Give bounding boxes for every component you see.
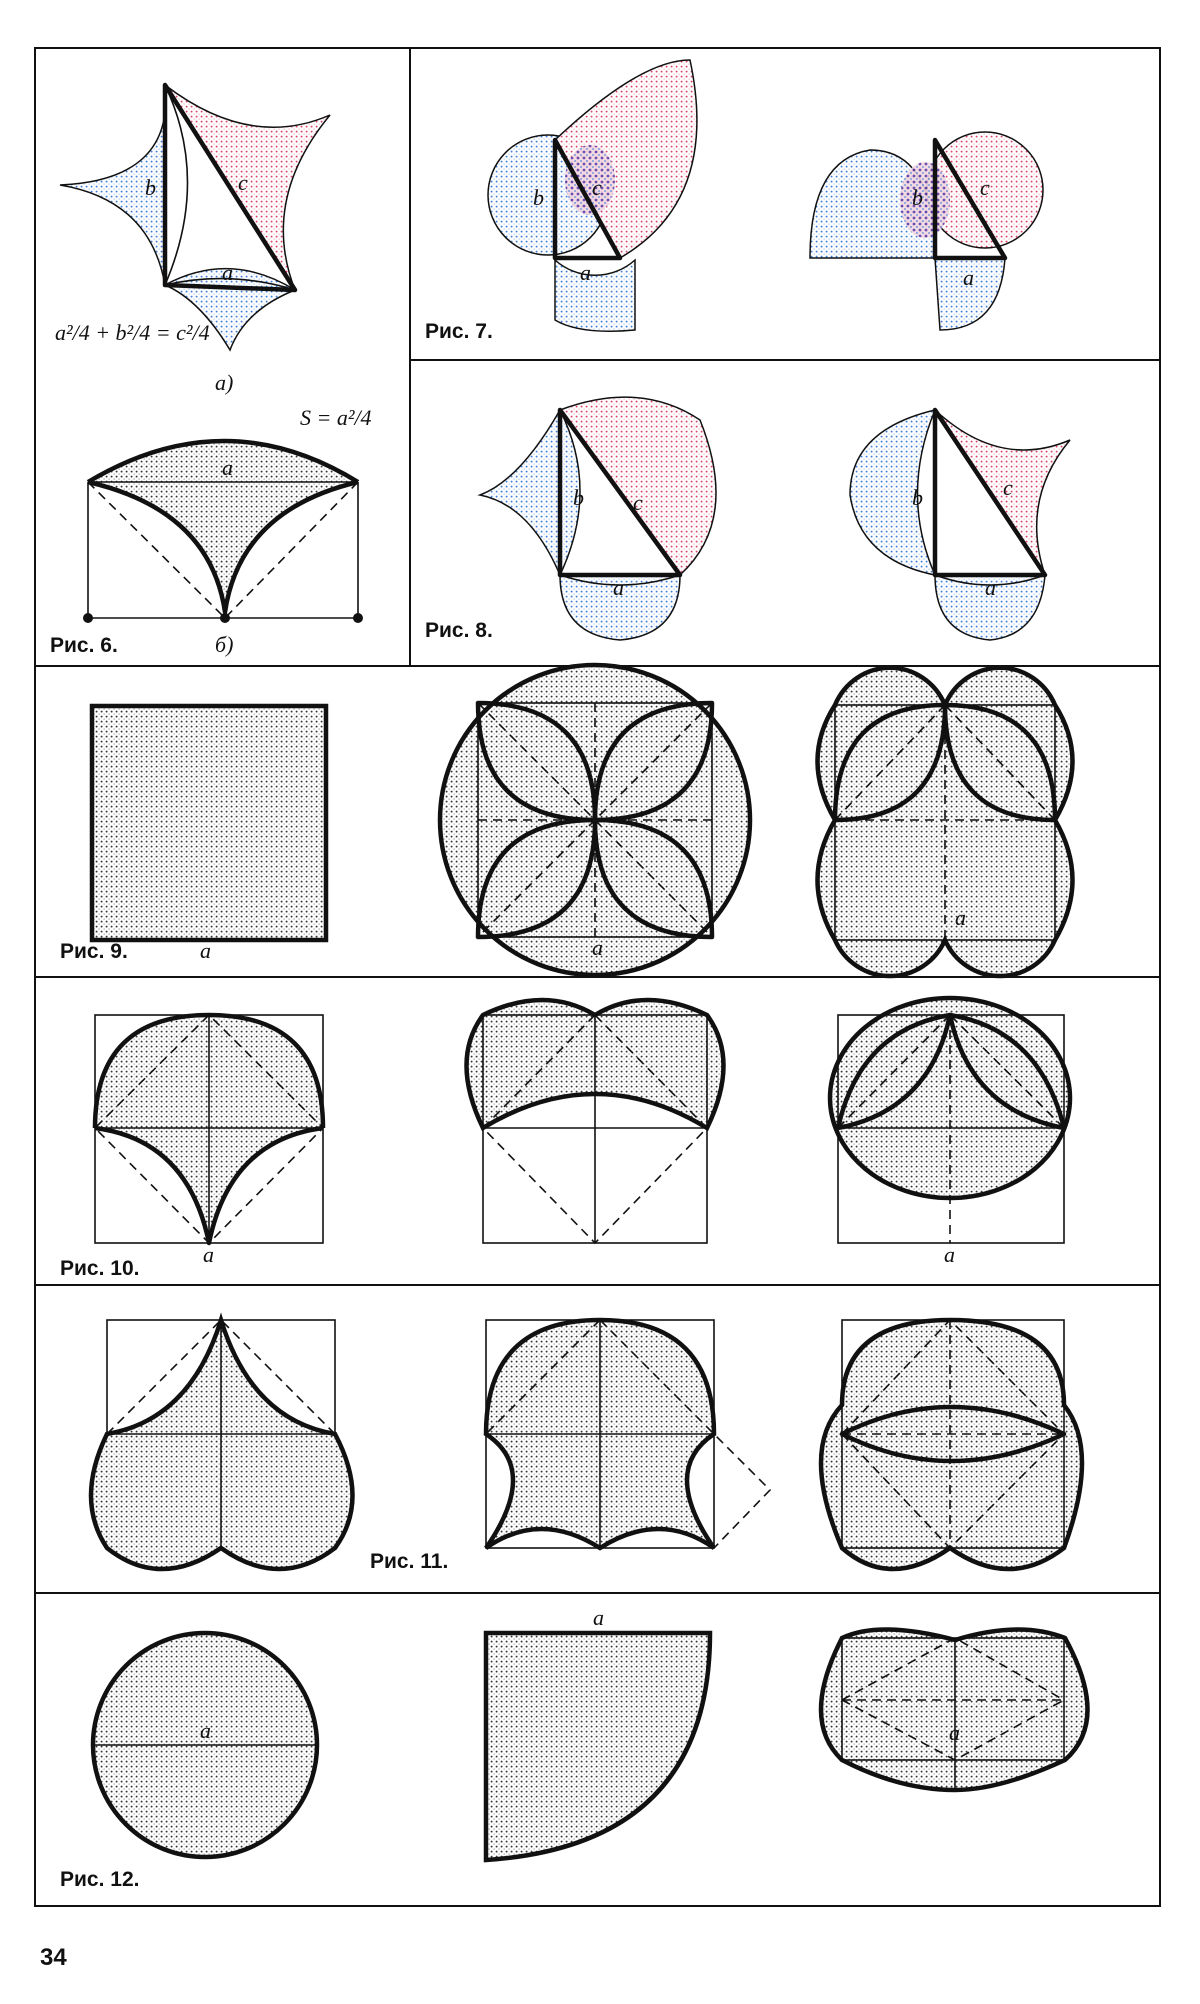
fig11-left <box>91 1320 353 1569</box>
fig7-right-label-b: b <box>912 185 923 210</box>
fig8-left-label-c: c <box>633 490 643 515</box>
fig12-caption: Рис. 12. <box>60 1868 140 1891</box>
fig8-right-diagram <box>850 410 1070 640</box>
fig6b-label-a: a <box>222 455 233 480</box>
fig8-right-label-a: a <box>985 575 996 600</box>
fig8-left-diagram <box>480 397 716 640</box>
fig10-left <box>95 1015 323 1243</box>
fig7-left-label-a: a <box>580 260 591 285</box>
fig6b-area-formula: S = a²/4 <box>300 405 372 430</box>
fig7-right-label-a: a <box>963 265 974 290</box>
fig8-right-label-b: b <box>912 485 923 510</box>
fig11-right <box>821 1320 1082 1569</box>
fig6b-sublabel: б) <box>215 632 234 657</box>
fig9-middle-label-a: a <box>592 935 603 960</box>
fig9-caption: Рис. 9. <box>60 940 128 963</box>
fig9-four-circle-figure <box>818 668 1073 976</box>
fig10-caption: Рис. 10. <box>60 1257 140 1280</box>
fig7-right-diagram <box>810 132 1043 330</box>
fig6a-label-b: b <box>145 175 156 200</box>
fig9-square <box>92 706 326 940</box>
fig9-label-a: a <box>200 938 211 963</box>
fig11-middle <box>486 1320 770 1548</box>
fig10-right-label-a: a <box>944 1242 955 1267</box>
fig10-middle <box>467 1000 724 1243</box>
fig6a-pythagoras-lunes <box>60 85 330 350</box>
fig6-caption: Рис. 6. <box>50 634 118 657</box>
fig9-circle-rosette <box>440 665 750 975</box>
fig7-caption: Рис. 7. <box>425 320 493 343</box>
fig10-left-label-a: a <box>203 1242 214 1267</box>
fig10-right <box>830 998 1070 1243</box>
fig6a-formula: a²/4 + b²/4 = c²/4 <box>55 320 210 345</box>
fig11-caption: Рис. 11. <box>370 1550 449 1573</box>
fig6a-sublabel: а) <box>215 370 234 395</box>
fig12-right <box>821 1629 1088 1790</box>
fig7-left-label-b: b <box>533 185 544 210</box>
fig12-quarter-circle <box>486 1633 710 1860</box>
fig12-left-label-a: a <box>200 1718 211 1743</box>
fig7-right-label-c: c <box>980 175 990 200</box>
fig6a-label-c: c <box>238 170 248 195</box>
fig7-left-label-c: c <box>592 175 602 200</box>
page-number: 34 <box>40 1944 67 1971</box>
fig12-right-label-a: a <box>949 1720 960 1745</box>
fig9-right-label-a: a <box>955 905 966 930</box>
fig8-caption: Рис. 8. <box>425 619 493 642</box>
fig6a-label-a: a <box>222 260 233 285</box>
fig8-left-label-a: a <box>613 575 624 600</box>
fig12-circle <box>93 1633 317 1857</box>
fig12-middle-label-a: a <box>593 1605 604 1630</box>
fig8-right-label-c: c <box>1003 475 1013 500</box>
fig8-left-label-b: b <box>573 485 584 510</box>
